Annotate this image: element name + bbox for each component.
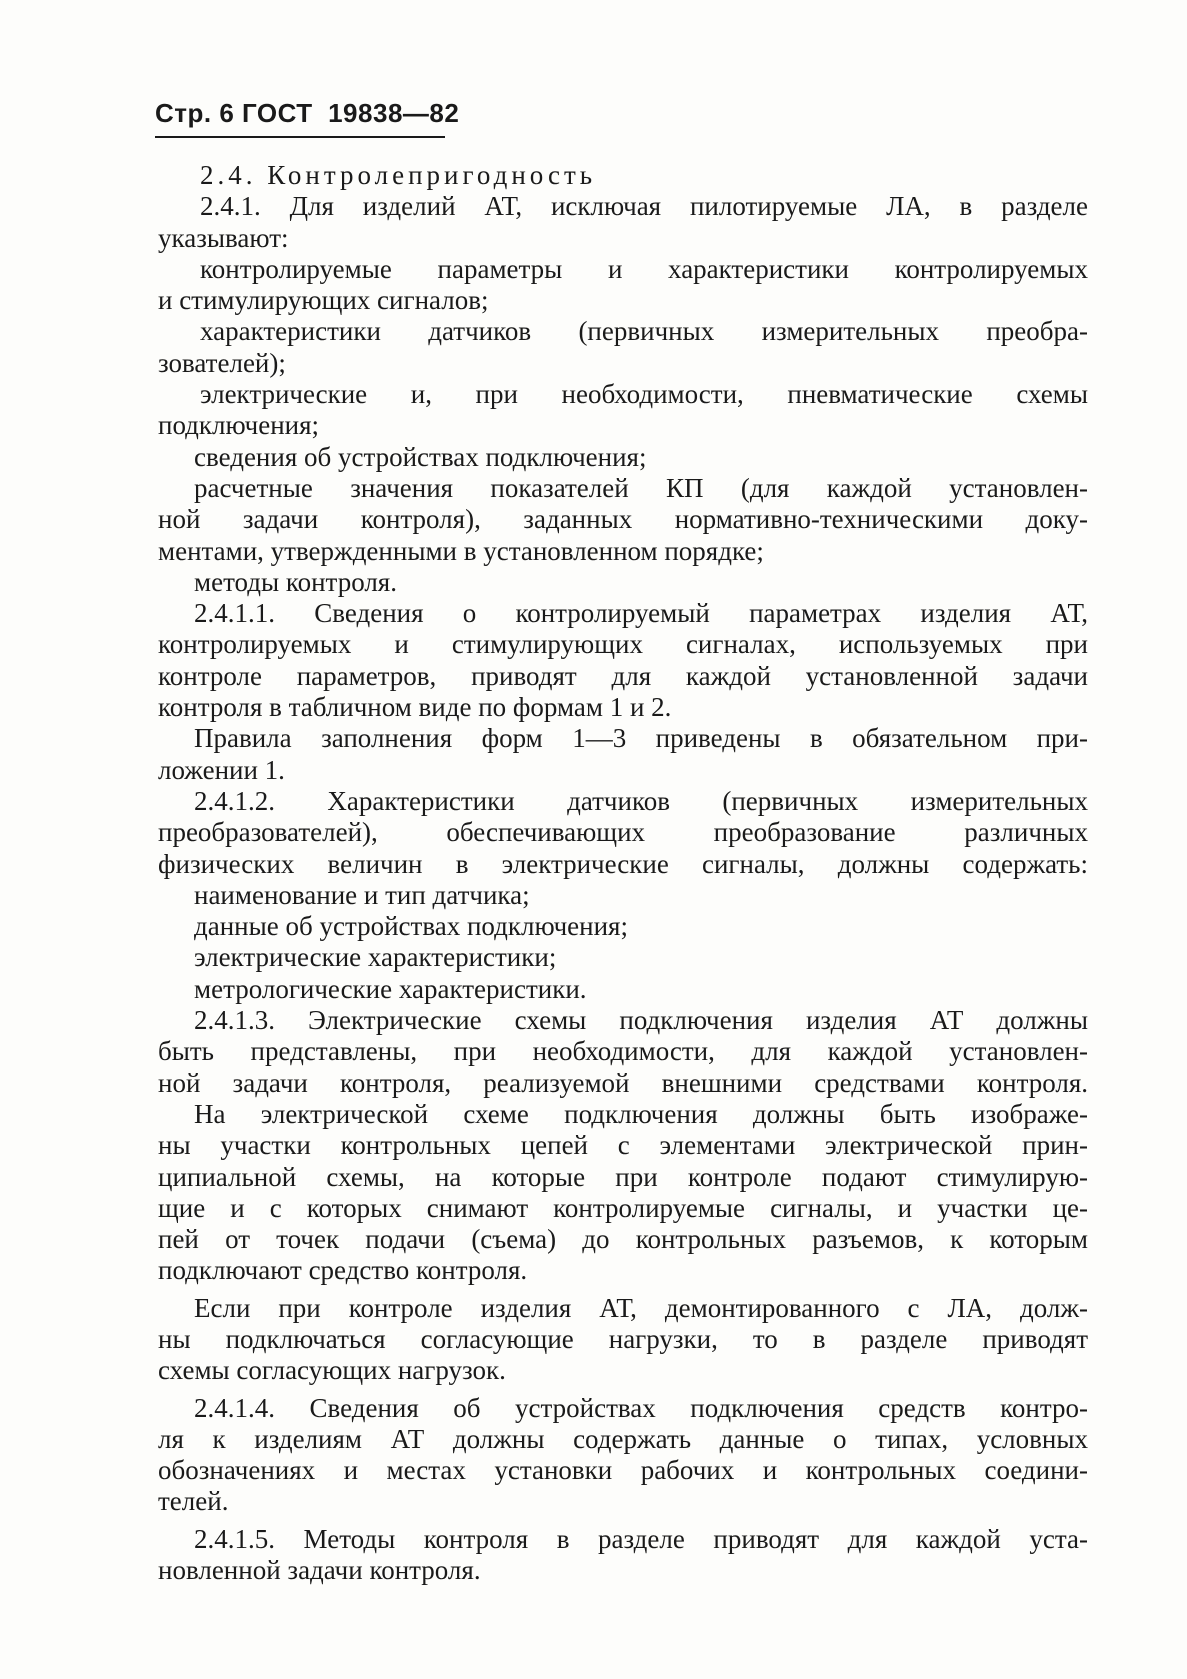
text-line: наименование и тип датчика; bbox=[194, 879, 530, 910]
text-line: схемы согласующих нагрузок. bbox=[158, 1355, 506, 1386]
text-line: ля к изделиям АТ должны содержать данные о типах, условных bbox=[158, 1423, 1088, 1454]
text-line: 2.4.1.3. Электрические схемы подключения изделия АТ должны bbox=[194, 1005, 1088, 1036]
text-line: метрологические характеристики. bbox=[194, 973, 587, 1004]
text-line: быть представлены, при необходимости, для каждой установлен- bbox=[158, 1036, 1088, 1067]
section-heading: 2.4. Контролепригодность bbox=[200, 160, 597, 190]
header-underline bbox=[155, 136, 445, 138]
text-line: методы контроля. bbox=[194, 566, 397, 597]
text-line: зователей); bbox=[158, 347, 286, 378]
text-line: контролируемых и стимулирующих сигналах, используемых при bbox=[158, 629, 1088, 660]
text-line: обозначениях и местах установки рабочих и контрольных соедини- bbox=[158, 1455, 1088, 1486]
text-line: ной задачи контроля, реализуемой внешними средствами контроля. bbox=[158, 1067, 1088, 1098]
page-header: Стр. 6 ГОСТ 19838—82 bbox=[155, 98, 460, 128]
text-line: 2.4.1. Для изделий АТ, исключая пилотируемые ЛА, в разделе bbox=[200, 191, 1088, 222]
text-line: ложении 1. bbox=[158, 754, 285, 785]
text-line: подключения; bbox=[158, 410, 320, 441]
text-line: На электрической схеме подключения должны быть изображе- bbox=[194, 1098, 1088, 1129]
text-line: ципиальной схемы, на которые при контроле подают стимулирую- bbox=[158, 1161, 1088, 1192]
text-line: преобразователей), обеспечивающих преобразование различных bbox=[158, 817, 1088, 848]
text-line: Правила заполнения форм 1—3 приведены в обязательном при- bbox=[194, 723, 1088, 754]
text-line: контроле параметров, приводят для каждой установленной задачи bbox=[158, 660, 1088, 691]
text-line: ны подключаться согласующие нагрузки, то в разделе приводят bbox=[158, 1323, 1088, 1354]
text-line: контроля в табличном виде по формам 1 и 2. bbox=[158, 692, 672, 723]
text-line: расчетные значения показателей КП (для каждой установлен- bbox=[194, 472, 1088, 503]
text-line: сведения об устройствах подключения; bbox=[194, 441, 647, 472]
text-line: Если при контроле изделия АТ, демонтированного с ЛА, долж- bbox=[194, 1292, 1088, 1323]
text-line: новленной задачи контроля. bbox=[158, 1555, 481, 1586]
text-line: электрические характеристики; bbox=[194, 942, 557, 973]
text-line: и стимулирующих сигналов; bbox=[158, 285, 489, 316]
text-line: щие и с которых снимают контролируемые сигналы, и участки це- bbox=[158, 1192, 1088, 1223]
text-line: пей от точек подачи (съема) до контрольных разъемов, к которым bbox=[158, 1224, 1088, 1255]
text-line: указывают: bbox=[158, 222, 289, 253]
text-line: физических величин в электрические сигналы, должны содержать: bbox=[158, 848, 1088, 879]
text-line: телей. bbox=[158, 1486, 229, 1517]
text-line: 2.4.1.1. Сведения о контролируемый параметрах изделия АТ, bbox=[194, 598, 1088, 629]
text-line: данные об устройствах подключения; bbox=[194, 911, 628, 942]
text-line: 2.4.1.4. Сведения об устройствах подключения средств контро- bbox=[194, 1392, 1088, 1423]
document-body bbox=[158, 160, 1088, 1586]
text-line: 2.4.1.2. Характеристики датчиков (первичных измерительных bbox=[194, 785, 1088, 816]
text-line: 2.4.1.5. Методы контроля в разделе приводят для каждой уста- bbox=[194, 1523, 1088, 1554]
text-line: подключают средство контроля. bbox=[158, 1255, 528, 1286]
text-line: ны участки контрольных цепей с элементами электрической прин- bbox=[158, 1130, 1088, 1161]
text-line: ментами, утвержденными в установленном порядке; bbox=[158, 535, 764, 566]
text-line: ной задачи контроля), заданных нормативно-техническими доку- bbox=[158, 504, 1088, 535]
text-line: электрические и, при необходимости, пневматические схемы bbox=[200, 379, 1088, 410]
text-line: контролируемые параметры и характеристики контролируемых bbox=[200, 253, 1088, 284]
text-line: характеристики датчиков (первичных измерительных преобра- bbox=[200, 316, 1088, 347]
